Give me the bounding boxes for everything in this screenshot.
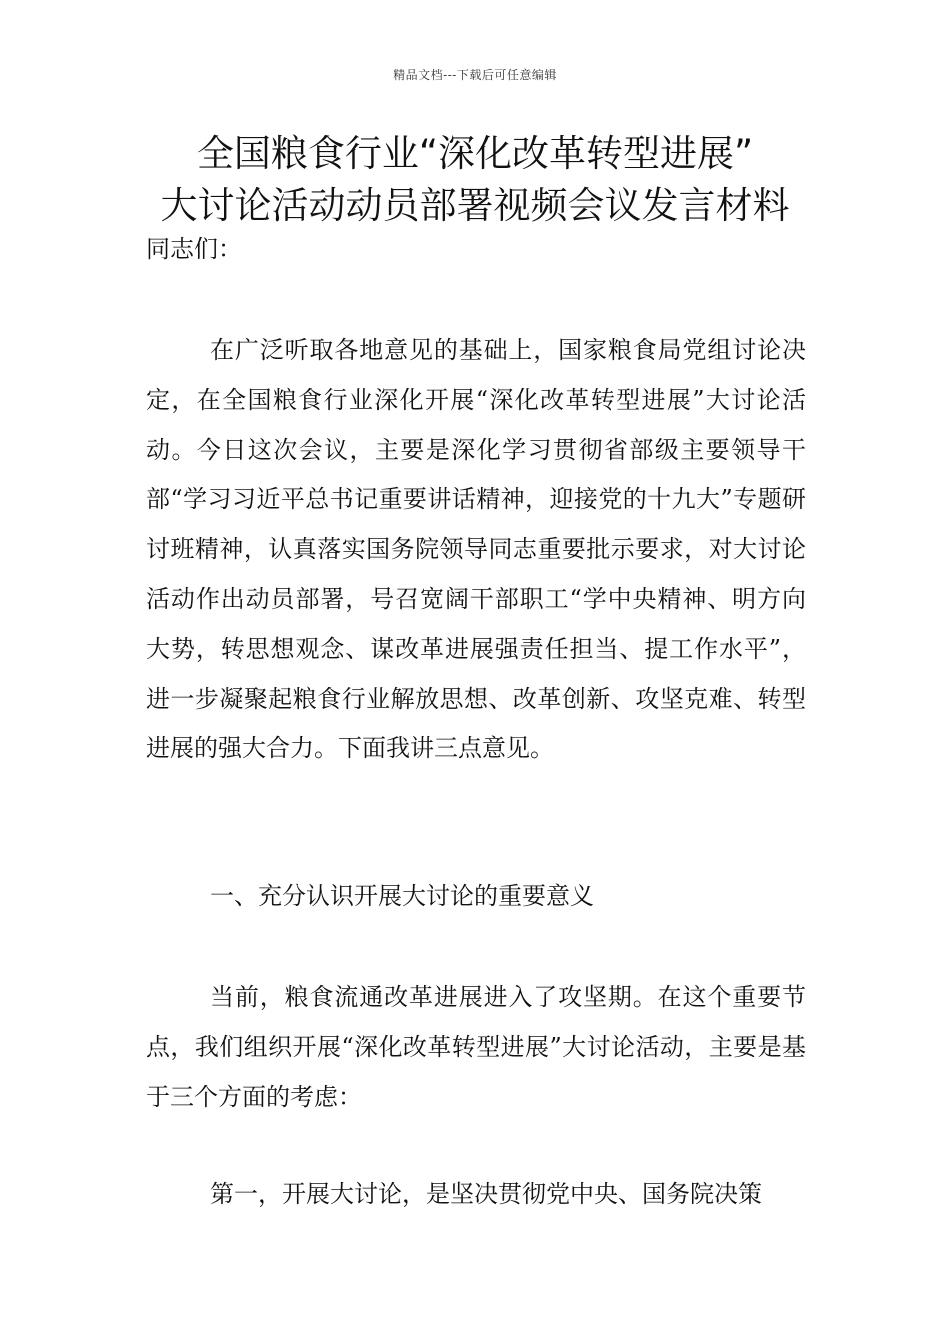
document-title — [0, 128, 950, 232]
salutation: 同志们： — [146, 235, 242, 263]
title-line-2: 大讨论活动动员部署视频会议发言材料 — [160, 184, 790, 227]
paragraph-intro: 在广泛听取各地意见的基础上，国家粮食局党组讨论决定，在全国粮食行业深化开展“深化改革转型进展”大讨论活动。今日这次会议，主要是深化学习贯彻省部级主要领导干部“学习习近平总书记重要讲话精神，迎接党的十九大”专题研讨班精神，认真落实国务院领导同志重要批示要求，对大讨论活动作出动员部署，号召宽阔干部职工“学中央精神、明方向大势，转思想观念、谋改革进展强责任担当、提工作水平”，进一步凝聚起粮食行业解放思想、改革创新、攻坚克难、转型进展的强大合力。下面我讲三点意见。 — [146, 336, 806, 763]
header-note: 精品文档---下载后可任意编辑 — [393, 68, 557, 82]
section-heading-1: 一、充分认识开展大讨论的重要意义 — [210, 882, 594, 910]
title-line-1: 全国粮食行业“深化改革转型进展” — [196, 132, 754, 175]
paragraph-first-point: 第一，开展大讨论，是坚决贯彻党中央、国务院决策 — [210, 1180, 762, 1208]
paragraph-context: 当前，粮食流通改革进展进入了攻坚期。在这个重要节点，我们组织开展“深化改革转型进展”大讨论活动，主要是基于三个方面的考虑： — [146, 983, 806, 1111]
